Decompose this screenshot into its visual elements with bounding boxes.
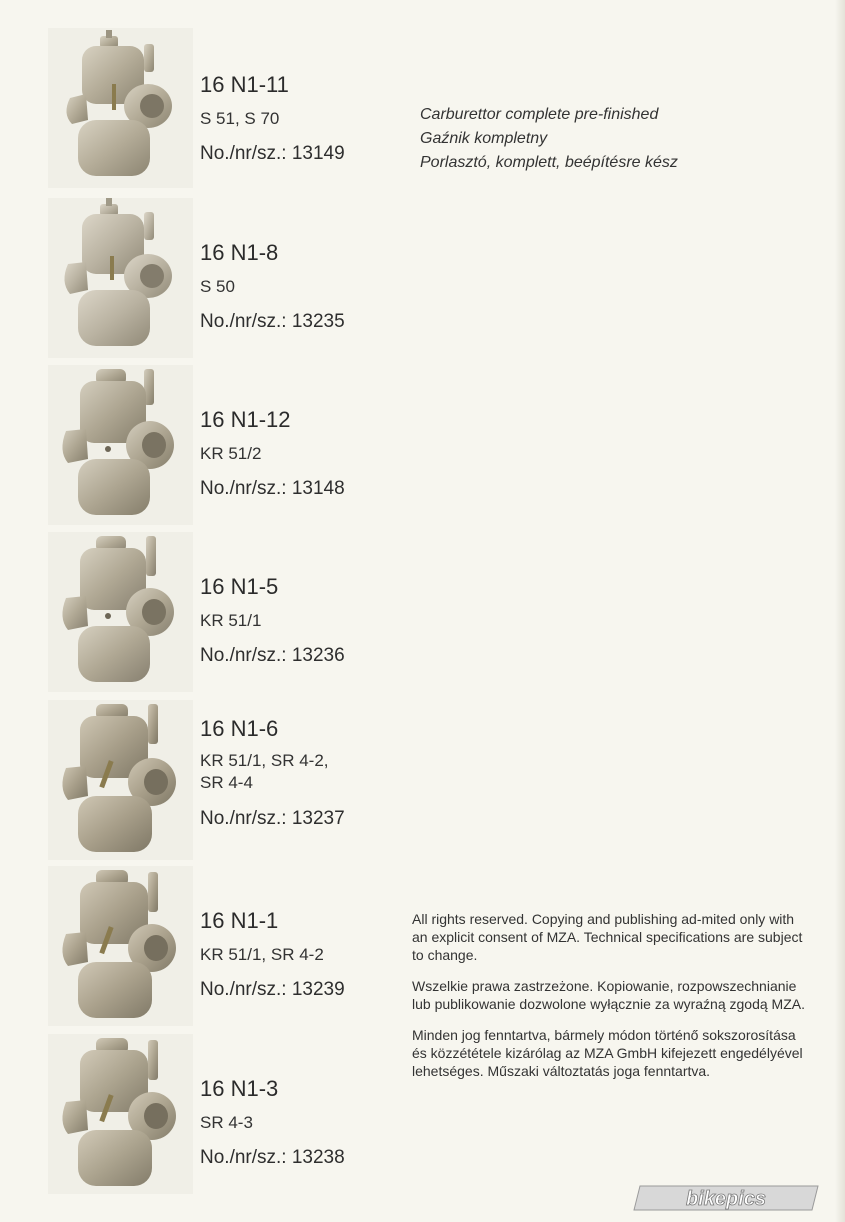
product-item [48, 532, 396, 692]
carburetor-photo [48, 365, 193, 525]
product-part-number: No./nr/sz.: 13235 [200, 311, 345, 332]
carburetor-photo [48, 866, 193, 1026]
product-item [48, 365, 396, 525]
product-text [200, 1034, 400, 1170]
product-text [200, 198, 400, 334]
product-item [48, 866, 396, 1026]
product-fits: S 50 [200, 277, 235, 296]
carburetor-icon [48, 198, 193, 358]
product-part-number: No./nr/sz.: 13238 [200, 1147, 345, 1168]
carburetor-photo [48, 532, 193, 692]
product-text [200, 866, 400, 1002]
product-part-number: No./nr/sz.: 13239 [200, 979, 345, 1000]
watermark-logo [632, 1184, 822, 1212]
product-fits: KR 51/2 [200, 444, 262, 463]
product-item [48, 1034, 396, 1194]
product-fits: SR 4-3 [200, 1113, 253, 1132]
product-part-number: No./nr/sz.: 13148 [200, 478, 345, 499]
product-model: 16 N1-11 [200, 72, 289, 97]
legal-hungarian: Minden jog fenntartva, bármely módon történő sokszorosítása és közzététele kizárólag az MZA GmbH kifejezett engedélyével lehetséges. Műszaki változtatás joga fenntartva. [412, 1027, 803, 1079]
product-item [48, 198, 396, 358]
product-model: 16 N1-3 [200, 1076, 279, 1101]
description-hungarian: Porlasztó, komplett, beépítésre kész [420, 154, 678, 171]
product-description [420, 103, 820, 175]
product-model: 16 N1-12 [200, 407, 291, 432]
product-part-number: No./nr/sz.: 13236 [200, 645, 345, 666]
product-part-number: No./nr/sz.: 13237 [200, 808, 345, 829]
carburetor-photo [48, 28, 193, 188]
carburetor-icon [48, 365, 193, 525]
carburetor-icon [48, 866, 193, 1026]
product-fits: KR 51/1 [200, 611, 262, 630]
description-polish: Gaźnik kompletny [420, 130, 548, 147]
product-text [200, 28, 400, 166]
description-english: Carburettor complete pre-finished [420, 106, 659, 123]
legal-notice [412, 910, 812, 1093]
product-model: 16 N1-1 [200, 908, 279, 933]
product-fits: KR 51/1, SR 4-2 [200, 945, 324, 964]
product-part-number: No./nr/sz.: 13149 [200, 143, 345, 164]
product-fits: S 51, S 70 [200, 109, 280, 128]
product-text [200, 700, 400, 831]
carburetor-photo [48, 1034, 193, 1194]
product-model: 16 N1-6 [200, 716, 279, 741]
legal-polish: Wszelkie prawa zastrzeżone. Kopiowanie, rozpowszechnianie lub publikowanie dozwolone wyłącznie za wyraźną zgodą MZA. [412, 978, 805, 1012]
product-model: 16 N1-8 [200, 240, 279, 265]
carburetor-photo [48, 700, 193, 860]
carburetor-icon [48, 700, 193, 860]
product-item [48, 700, 396, 860]
carburetor-icon [48, 532, 193, 692]
product-model: 16 N1-5 [200, 574, 279, 599]
carburetor-photo [48, 198, 193, 358]
carburetor-icon [48, 1034, 193, 1194]
page-edge-shadow [835, 0, 845, 1222]
product-text [200, 532, 400, 668]
product-fits-line: SR 4-4 [200, 773, 253, 792]
legal-english: All rights reserved. Copying and publishing ad-mited only with an explicit consent of MZA. Technical specifications are subject to change. [412, 911, 803, 963]
product-fits-line: KR 51/1, SR 4-2, [200, 751, 329, 770]
carburetor-icon [48, 28, 193, 188]
product-item [48, 28, 396, 193]
product-text [200, 365, 400, 501]
watermark-text: bikepics [685, 1188, 767, 1210]
